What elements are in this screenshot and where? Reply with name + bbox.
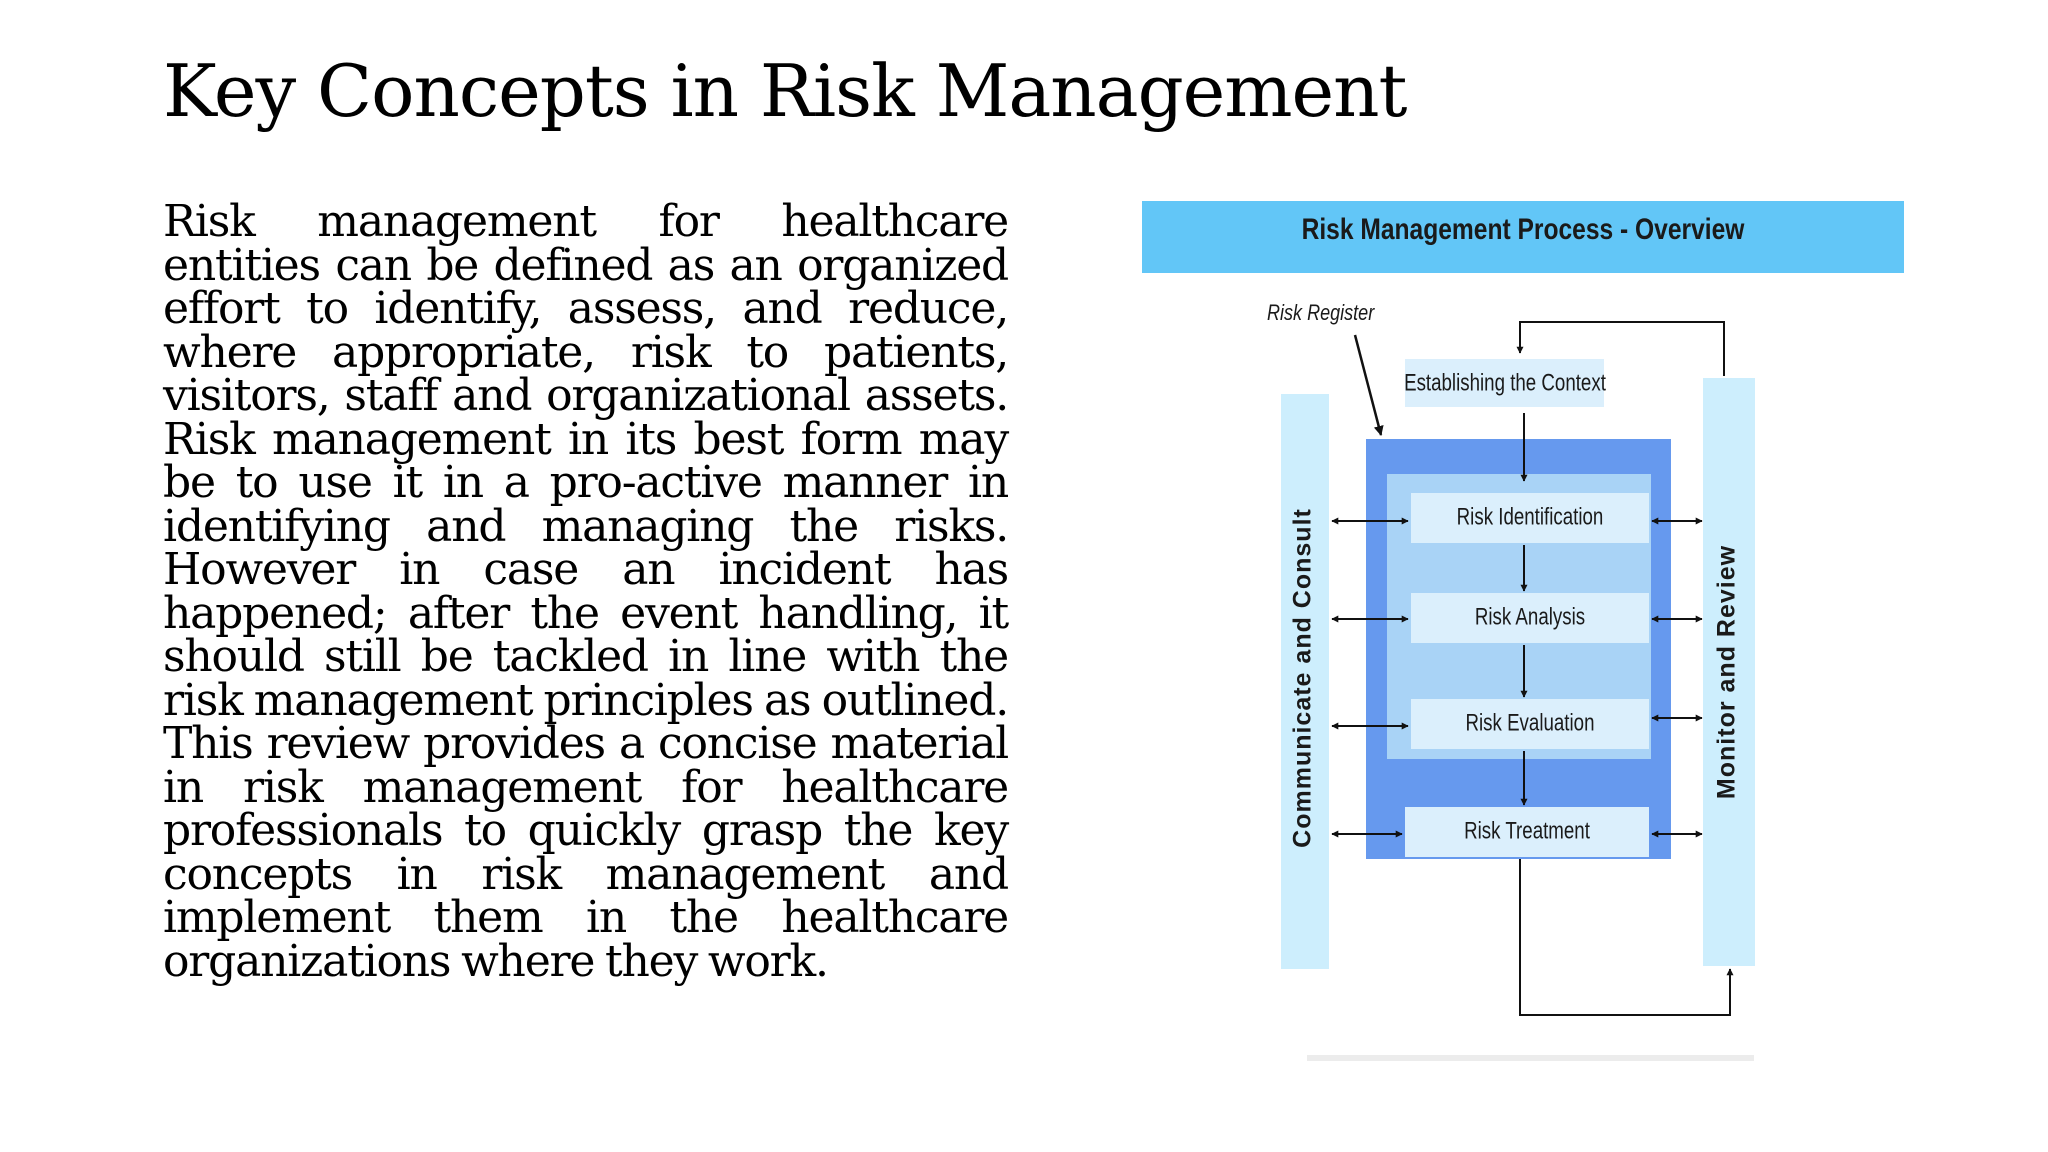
- body-paragraph: Risk management for healthcare entities can be defined as an organized effort to identify, assess, and reduce, where appropriate, risk to patients, visitors, staff and organizational assets. Risk management in its best form may be to use it in a pro-active manner in identifying and managing the risks. However in case an incident has happened; after the event handling, it should still be tackled in line with the risk management principles as outlined. This review provides a concise material in risk management for healthcare professionals to quickly grasp the key concepts in risk management and implement them in the healthcare organizations where they work.: [163, 196, 1008, 987]
- slide-title: Key Concepts in Risk Management: [163, 49, 1407, 133]
- risk-analysis-label: Risk Analysis: [1474, 603, 1586, 630]
- risk-treatment-label: Risk Treatment: [1464, 817, 1590, 844]
- risk-register-label: Risk Register: [1267, 301, 1375, 326]
- diagram-header-text: Risk Management Process - Overview: [1301, 211, 1745, 246]
- communicate-consult-label: Communicate and Consult: [1288, 508, 1317, 848]
- monitor-review-label: Monitor and Review: [1712, 544, 1741, 800]
- risk-evaluation-label: Risk Evaluation: [1465, 709, 1595, 736]
- context-label: Establishing the Context: [1404, 369, 1606, 396]
- diagram-canvas: [1140, 196, 1920, 1076]
- risk-process-diagram: [1140, 196, 1920, 1076]
- risk-register-arrow: [1355, 335, 1381, 435]
- diagram-bottom-shadow: [1307, 1055, 1754, 1061]
- risk-identification-label: Risk Identification: [1456, 503, 1604, 530]
- feedback-loop-bottom: [1520, 859, 1730, 1015]
